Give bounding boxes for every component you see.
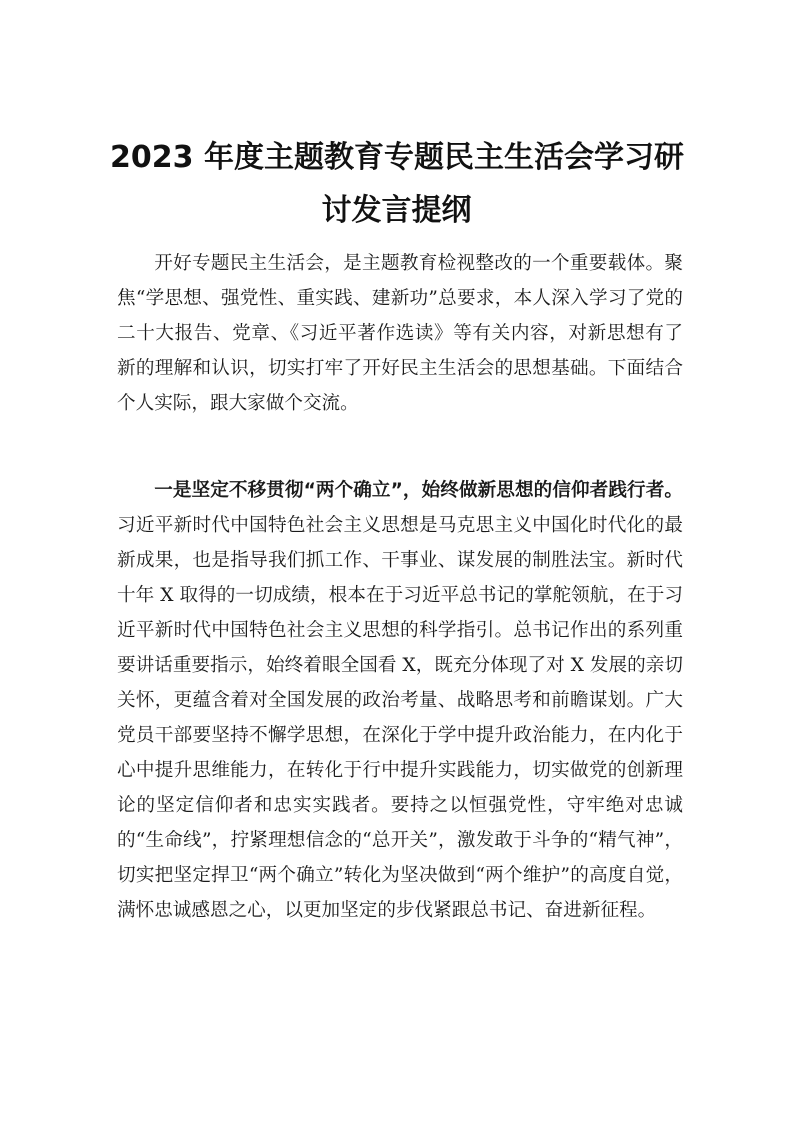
document-title-line-2: 讨发言提纲 — [321, 193, 472, 228]
document-title-line-1: 2023 年度主题教育专题民主生活会学习研 — [110, 140, 684, 175]
paragraph-text-wrapper — [117, 473, 683, 928]
paragraph-intro — [117, 246, 683, 421]
paragraph-point-one — [117, 473, 683, 928]
paragraph-text: 开好专题民主生活会，是主题教育检视整改的一个重要载体。聚焦“学思想、强党性、重实践、建新功”总要求，本人深入学习了党的二十大报告、党章、《习近平著作选读》等有关内容，对新思想有了新的理解和认识，切实打牢了开好民主生活会的思想基础。下面结合个人实际，跟大家做个交流。 — [117, 253, 683, 414]
paragraph-text: 习近平新时代中国特色社会主义思想是马克思主义中国化时代化的最新成果，也是指导我们抓工作、干事业、谋发展的制胜法宝。新时代十年 X 取得的一切成绩，根本在于习近平总书记的掌舵领航，在于习近平新时代中国特色社会主义思想的科学指引。总书记作出的系列重要讲话重要指示，始终着眼全国看 X，既充分体现了对 X 发展的亲切关怀，更蕴含着对全国发展的政治考量、战略思考和前瞻谋划。广大党员干部要坚持不懈学思想，在深化于学中提升政治能力，在内化于心中提升思维能力，在转化于行中提升实践能力，切实做党的创新理论的坚定信仰者和忠实实践者。要持之以恒强党性，守牢绝对忠诚的“生命线”，拧紧理想信念的“总开关”，激发敢于斗争的“精气神”，切实把坚定捍卫“两个确立”转化为坚决做到“两个维护”的高度自觉，满怀忠诚感恩之心，以更加坚定的步伐紧跟总书记、奋进新征程。 — [117, 515, 683, 921]
paragraph-lead-heading: 一是坚定不移贯彻“两个确立”，始终做新思想的信仰者践行者。 — [154, 480, 683, 501]
